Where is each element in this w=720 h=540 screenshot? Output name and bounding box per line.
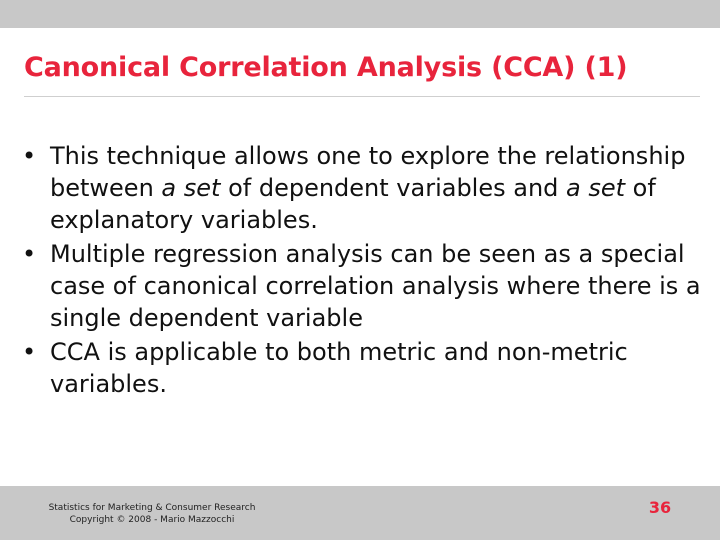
- footer-line-2: Copyright © 2008 - Mario Mazzocchi: [69, 515, 235, 525]
- top-band: [0, 0, 720, 28]
- bullet-item: [22, 140, 712, 236]
- bullet-marker: •: [22, 142, 37, 170]
- bullet-marker: •: [22, 240, 37, 268]
- bullet-item: [22, 238, 712, 334]
- title-divider: [24, 96, 700, 97]
- bullet-list: [22, 140, 712, 402]
- bullet-emphasis: a set: [566, 174, 626, 202]
- bullet-marker: •: [22, 338, 37, 366]
- bullet-emphasis: a set: [161, 174, 221, 202]
- bullet-item: [22, 336, 712, 400]
- footer-credits: [32, 502, 272, 526]
- footer-line-1: Statistics for Marketing & Consumer Research: [48, 503, 256, 513]
- page-number: 36: [648, 498, 672, 517]
- bullet-text-part: of dependent variables and: [220, 174, 567, 202]
- bullet-text-part: of explanatory variables.: [50, 174, 656, 234]
- bullet-text-part: This technique allows one to explore the relationship between: [50, 142, 686, 202]
- bullet-text: Multiple regression analysis can be seen as a special case of canonical correlation analysis where there is a single dependent variable: [50, 240, 701, 332]
- slide-title: Canonical Correlation Analysis (CCA) (1): [24, 52, 628, 83]
- bullet-text: CCA is applicable to both metric and non-metric variables.: [50, 338, 628, 398]
